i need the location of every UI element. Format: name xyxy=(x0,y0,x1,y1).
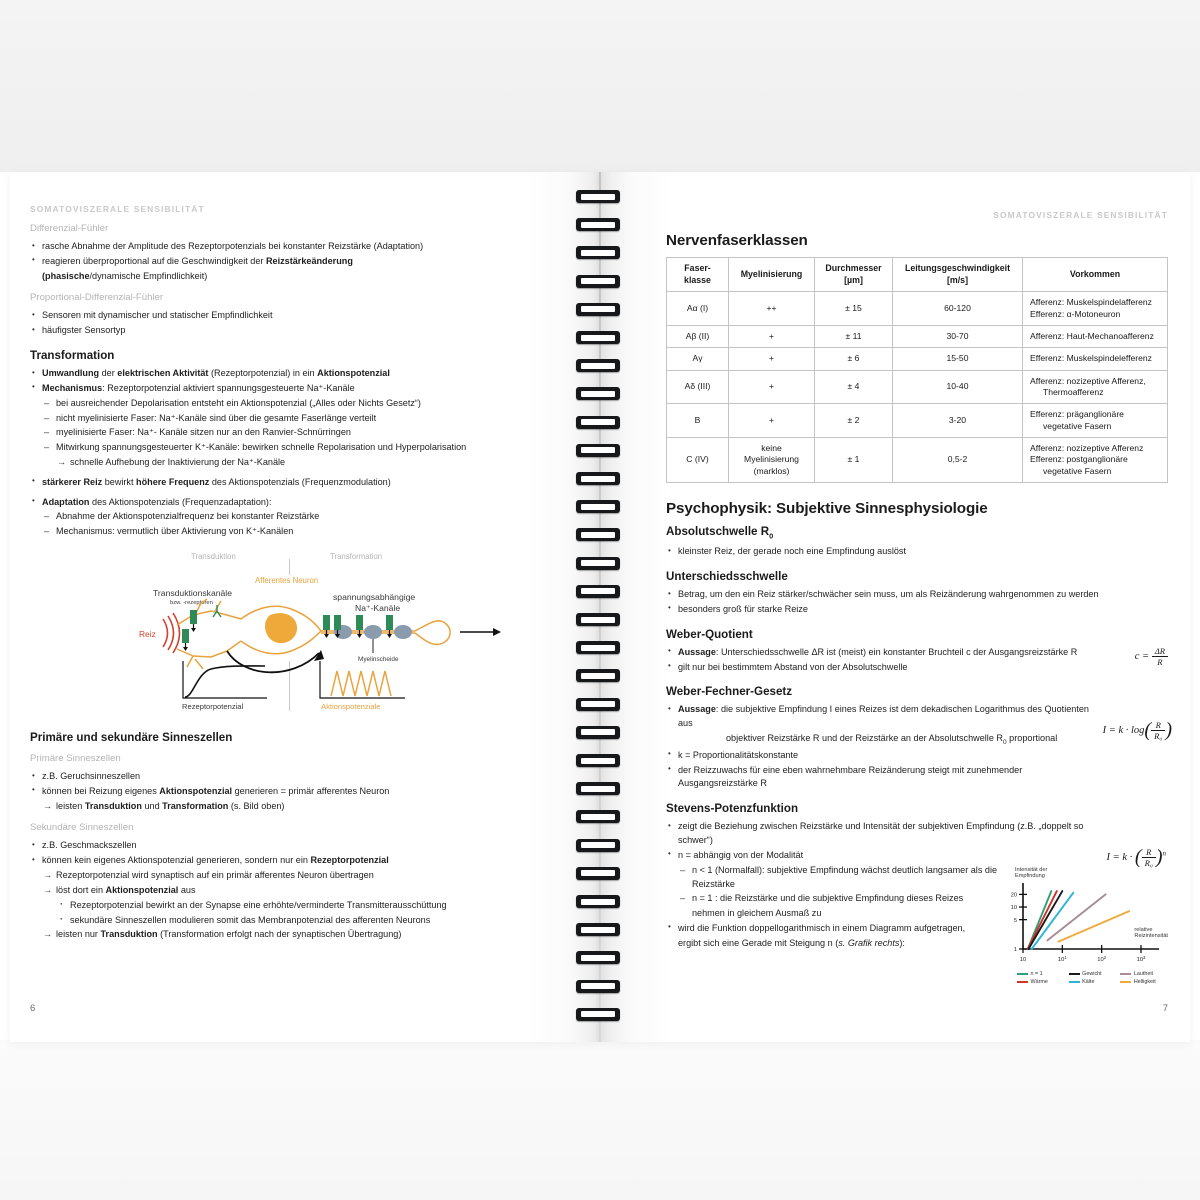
legend-item xyxy=(1120,979,1169,985)
cell-faserklasse: Aα (I) xyxy=(667,292,729,326)
chart-ytick-label: 20 xyxy=(1010,892,1017,899)
legend-label: Helligkeit xyxy=(1133,979,1156,985)
figure-label-transduktionskanaele: Transduktionskanäle xyxy=(153,588,232,598)
cell-myelinisierung: ++ xyxy=(729,292,815,326)
vorkommen-line: Afferenz: nozizeptive Afferenz, xyxy=(1030,375,1146,386)
figure-label-aktionspotenziale: Aktionspotenziale xyxy=(321,702,381,711)
spiral-ring xyxy=(576,190,620,203)
spiral-ring xyxy=(576,867,620,880)
cell-durchmesser: ± 6 xyxy=(815,348,893,370)
stevens-chart-svg xyxy=(1003,867,1168,987)
nervenfaserklassen-table xyxy=(666,257,1168,483)
heading-absolutschwelle: Absolutschwelle $R_0$ xyxy=(666,525,774,541)
table-header-cell: Vorkommen xyxy=(1023,258,1168,292)
heading-stevens-potenzfunktion: Stevens-Potenzfunktion xyxy=(666,802,799,816)
rezeptorpotenzial-miniplot xyxy=(183,661,267,698)
list-item: • reagieren überproportional auf die Geschwindigkeit der Reizstärkeänderung xyxy=(30,255,530,269)
list-item-continuation: objektiver Reizstärke R und der Reizstärke an der Absolutschwelle $R_0$ proportional xyxy=(726,733,1058,746)
list-item: • können kein eigenes Aktionspotenzial generieren, sondern nur ein Rezeptorpotenzial xyxy=(30,854,530,868)
figure-label-afferentes-neuron: Afferentes Neuron xyxy=(255,576,319,585)
chart-ytick-label: 1 xyxy=(1013,947,1017,954)
cell-vorkommen xyxy=(1023,370,1168,404)
chart-xtick-label: $10^3$ xyxy=(1136,954,1146,963)
list-item: • kleinster Reiz, der gerade noch eine Empfindung auslöst xyxy=(666,545,1168,559)
heading-nervenfaserklassen: Nervenfaserklassen xyxy=(666,232,808,249)
list-item: · Rezeptorpotenzial bewirkt an der Synapse eine erhöhte/verminderte Transmitterausschüttung xyxy=(30,899,530,913)
page-number-right: 7 xyxy=(1162,1003,1168,1014)
table-head xyxy=(667,258,1168,292)
page-right xyxy=(600,172,1190,1042)
list-item: – Mechanismus: vermutlich über Aktivierung von K⁺-Kanälen xyxy=(30,525,530,539)
legend-row xyxy=(1017,979,1169,985)
list-item-arrow: → schnelle Aufhebung der Inaktivierung der Na⁺-Kanäle xyxy=(30,456,530,470)
spiral-ring xyxy=(576,726,620,739)
spiral-ring xyxy=(576,416,620,429)
legend-item xyxy=(1069,971,1118,977)
page-left-content xyxy=(30,204,530,943)
chart-xtick-label: 10 xyxy=(1019,957,1027,963)
heading-sinneszellen: Primäre und sekundäre Sinneszellen xyxy=(30,731,233,744)
spiral-ring xyxy=(576,895,620,908)
myelin-segments xyxy=(334,625,412,639)
spiral-ring xyxy=(576,387,620,400)
list-item: • z.B. Geschmackszellen xyxy=(30,839,530,853)
legend-item xyxy=(1069,979,1118,985)
na-kanal-icons xyxy=(323,615,393,638)
table-header-cell: Leitungsgeschwindigkeit [m/s] xyxy=(893,258,1023,292)
list-transformation xyxy=(30,367,530,539)
running-head-left: SOMATOVISZERALE SENSIBILITÄT xyxy=(30,204,205,214)
vorkommen-line: vegetative Fasern xyxy=(1043,465,1112,476)
reiz-waves-icon xyxy=(163,613,180,653)
spiral-ring xyxy=(576,923,620,936)
list-item: • rasche Abnahme der Amplitude des Rezeptorpotenzials bei konstanter Reizstärke (Adaptation) xyxy=(30,240,530,254)
formula-stevens: I = k · ( $\frac{R}{\text{R₀}}$ )$^n$ xyxy=(1106,846,1166,869)
list-item: – Mitwirkung spannungsgesteuerter K⁺-Kanäle: bewirken schnelle Repolarisation und Hyperpolarisation xyxy=(30,441,530,455)
table-row xyxy=(667,437,1168,482)
heading-psychophysik: Psychophysik: Subjektive Sinnesphysiologie xyxy=(666,500,988,517)
cell-durchmesser: ± 4 xyxy=(815,370,893,404)
cell-leitungsgeschwindigkeit: 0,5-2 xyxy=(893,437,1023,482)
figure-label-spannungsabhaengige: spannungsabhängige xyxy=(333,592,416,602)
list-item: • besonders groß für starke Reize xyxy=(666,603,1168,617)
spiral-ring xyxy=(576,557,620,570)
list-weber-fechner xyxy=(666,703,1096,791)
list-item: • zeigt die Beziehung zwischen Reizstärke und Intensität der subjektiven Empfindung (z.B. „doppelt so schwer“) xyxy=(666,820,1096,848)
heading-proportional-differenzial-fuehler: Proportional-Differenzial-Fühler xyxy=(30,292,164,304)
list-item: • gilt nur bei bestimmtem Abstand von der Absolutschwelle xyxy=(666,661,1096,675)
nucleus-shape xyxy=(265,613,297,643)
spiral-ring xyxy=(576,951,620,964)
formula-weber-quotient: c = $\frac{\Delta R}{R}$ xyxy=(1135,646,1168,667)
chart-xtick-label: $10^1$ xyxy=(1057,954,1067,963)
spiral-ring xyxy=(576,613,620,626)
spiral-ring xyxy=(576,782,620,795)
cell-myelinisierung: + xyxy=(729,404,815,438)
heading-sekundaere-sinneszellen: Sekundäre Sinneszellen xyxy=(30,822,134,834)
vorkommen-line: Efferenz: postganglionäre xyxy=(1030,454,1128,465)
list-item: • Adaptation des Aktionspotenzials (Frequenzadaptation): xyxy=(30,496,530,510)
chart-xlabel: relative Reizintensität xyxy=(1134,927,1168,940)
vorkommen-line: Thermoafferenz xyxy=(1043,386,1104,397)
chart-ytick-label: 5 xyxy=(1013,917,1017,924)
vorkommen-line: Afferenz: Muskelspindelafferenz xyxy=(1030,297,1152,308)
aktionspotenziale-miniplot xyxy=(320,661,405,698)
figure-label-transduktion: Transduktion xyxy=(191,552,236,561)
list-item: • n = abhängig von der Modalität xyxy=(666,849,1096,863)
list-item-arrow: → Rezeptorpotenzial wird synaptisch auf ein primär afferentes Neuron übertragen xyxy=(30,869,530,883)
spiral-ring xyxy=(576,444,620,457)
list-unterschiedsschwelle xyxy=(666,588,1168,617)
table-row xyxy=(667,325,1168,347)
cell-vorkommen xyxy=(1023,437,1168,482)
page-right-content xyxy=(666,204,1172,952)
cell-leitungsgeschwindigkeit: 30-70 xyxy=(893,325,1023,347)
list-weber-quotient xyxy=(666,646,1096,675)
spiral-ring xyxy=(576,585,620,598)
cell-durchmesser: ± 15 xyxy=(815,292,893,326)
figure-label-transformation: Transformation xyxy=(330,552,383,561)
legend-swatch xyxy=(1017,981,1028,983)
chart-series-line xyxy=(1058,911,1129,942)
spiral-ring xyxy=(576,669,620,682)
legend-item xyxy=(1017,971,1066,977)
list-sekundaere-sinneszellen xyxy=(30,839,530,942)
heading-weber-fechner: Weber-Fechner-Gesetz xyxy=(666,685,793,699)
table-header-cell: Durchmesser [µm] xyxy=(815,258,893,292)
table-row xyxy=(667,348,1168,370)
cell-myelinisierung: + xyxy=(729,370,815,404)
figure-label-transduktionsrezeptoren: bzw. -rezeptoren xyxy=(170,600,213,606)
legend-swatch xyxy=(1120,981,1131,983)
spiral-ring xyxy=(576,218,620,231)
list-item: – Abnahme der Aktionspotenzialfrequenz bei konstanter Reizstärke xyxy=(30,510,530,524)
list-item-continuation: ergibt sich eine Gerade mit Steigung n (s. Grafik rechts): xyxy=(678,937,905,948)
spiral-ring xyxy=(576,275,620,288)
spiral-ring xyxy=(576,698,620,711)
list-item: • der Reizzuwachs für eine eben wahrnehmbare Reizänderung steigt mit zunehmender Ausgangsreizstärke R xyxy=(666,764,1096,792)
vorkommen-line: Afferenz: nozizeptive Afferenz xyxy=(1030,442,1144,453)
table-row xyxy=(667,404,1168,438)
list-absolutschwelle xyxy=(666,545,1168,559)
background-bottom xyxy=(0,1040,1200,1200)
list-item: • Mechanismus: Rezeptorpotenzial aktiviert spannungsgesteuerte Na⁺-Kanäle xyxy=(30,382,530,396)
list-item: • k = Proportionalitätskonstante xyxy=(666,749,1096,763)
neuron-transduktion-transformation-figure xyxy=(115,553,545,718)
open-book xyxy=(10,172,1190,1042)
heading-weber-quotient: Weber-Quotient xyxy=(666,627,753,641)
cell-faserklasse: B xyxy=(667,404,729,438)
cell-leitungsgeschwindigkeit: 3-20 xyxy=(893,404,1023,438)
output-arrow-head xyxy=(493,628,501,636)
list-item: · sekundäre Sinneszellen modulieren somit das Membranpotenzial des afferenten Neurons xyxy=(30,914,530,928)
legend-row xyxy=(1017,971,1169,977)
legend-label: Kälte xyxy=(1082,979,1095,985)
table-row xyxy=(667,370,1168,404)
legend-swatch xyxy=(1069,981,1080,983)
spiral-ring xyxy=(576,839,620,852)
spiral-ring xyxy=(576,980,620,993)
cell-vorkommen xyxy=(1023,292,1168,326)
page-number-left: 6 xyxy=(30,1003,36,1014)
list-item: – n < 1 (Normalfall): subjektive Empfindung wächst deutlich langsamer als die Reizstärke xyxy=(666,864,1018,892)
vorkommen-line: Efferenz: Muskelspindelefferenz xyxy=(1030,353,1152,364)
spiral-ring xyxy=(576,641,620,654)
list-item: • Betrag, um den ein Reiz stärker/schwächer sein muss, um als Reizänderung wahrgenommen zu werden xyxy=(666,588,1168,602)
list-item: – nicht myelinisierte Faser: Na⁺-Kanäle sind über die gesamte Faserlänge verteilt xyxy=(30,412,530,426)
neuron-diagram-svg xyxy=(115,553,545,718)
chart-ytick-label: 10 xyxy=(1010,905,1017,912)
cell-durchmesser: ± 11 xyxy=(815,325,893,347)
running-head-right: SOMATOVISZERALE SENSIBILITÄT xyxy=(993,210,1168,220)
cell-vorkommen xyxy=(1023,404,1168,438)
list-item-continuation: (phasische/dynamische Empfindlichkeit) xyxy=(42,270,208,281)
list-proportional-fuehler xyxy=(30,309,530,338)
figure-label-na-kanaele: Na⁺-Kanäle xyxy=(355,603,401,613)
heading-differenzial-fuehler: Differenzial-Fühler xyxy=(30,223,109,234)
cell-leitungsgeschwindigkeit: 15-50 xyxy=(893,348,1023,370)
spiral-ring xyxy=(576,528,620,541)
legend-label: Wärme xyxy=(1030,979,1048,985)
table-body xyxy=(667,292,1168,483)
spiral-ring xyxy=(576,331,620,344)
spiral-ring xyxy=(576,359,620,372)
vorkommen-line: Afferenz: Haut-Mechanoafferenz xyxy=(1030,330,1154,341)
heading-primaere-sinneszellen: Primäre Sinneszellen xyxy=(30,753,121,764)
chart-ylabel: Intensität der Empfindung xyxy=(1015,867,1048,880)
list-item: • stärkerer Reiz bewirkt höhere Frequenz des Aktionspotenzials (Frequenzmodulation) xyxy=(30,476,530,490)
spiral-ring xyxy=(576,472,620,485)
cell-faserklasse: Aδ (III) xyxy=(667,370,729,404)
spiral-ring xyxy=(576,246,620,259)
spiral-ring xyxy=(576,303,620,316)
list-item: • Umwandlung der elektrischen Aktivität (Rezeptorpotenzial) in ein Aktionspotenzial xyxy=(30,367,530,381)
table-row xyxy=(667,292,1168,326)
table-header-cell: Faser- klasse xyxy=(667,258,729,292)
heading-transformation: Transformation xyxy=(30,349,115,363)
list-differenzial-fuehler xyxy=(30,240,530,283)
cell-durchmesser: ± 1 xyxy=(815,437,893,482)
stevens-potenzfunktion-chart xyxy=(1003,867,1168,987)
list-item: • Sensoren mit dynamischer und statischer Empfindlichkeit xyxy=(30,309,530,323)
weber-quotient-block xyxy=(666,646,1168,675)
chart-legend xyxy=(1017,971,1169,987)
legend-item xyxy=(1120,971,1169,977)
spiral-ring xyxy=(576,810,620,823)
list-item: • Aussage: die subjektive Empfindung I eines Reizes ist dem dekadischen Logarithmus des Quotienten aus xyxy=(666,703,1096,731)
legend-label: Lautheit xyxy=(1133,971,1154,977)
list-item-continuation: nehmen in gleichem Ausmaß zu xyxy=(692,908,822,919)
formula-weber-fechner: I = k · log( $\frac{R}{\text{R₀}}$ ) xyxy=(1102,719,1172,742)
cell-leitungsgeschwindigkeit: 60-120 xyxy=(893,292,1023,326)
list-item: – bei ausreichender Depolarisation entsteht ein Aktionspotenzial („Alles oder Nichts Gesetz“) xyxy=(30,397,530,411)
spiral-ring xyxy=(576,754,620,767)
chart-xtick-label: $10^2$ xyxy=(1097,954,1107,963)
list-item-arrow: → löst dort ein Aktionspotenzial aus xyxy=(30,884,530,898)
cell-faserklasse: C (IV) xyxy=(667,437,729,482)
cell-myelinisierung: + xyxy=(729,325,815,347)
list-item: • z.B. Geruchsinneszellen xyxy=(30,770,530,784)
cell-faserklasse: Aγ xyxy=(667,348,729,370)
vorkommen-line: Efferenz: präganglionäre xyxy=(1030,409,1124,420)
legend-swatch xyxy=(1069,973,1080,975)
legend-label: n = 1 xyxy=(1030,971,1043,977)
cell-leitungsgeschwindigkeit: 10-40 xyxy=(893,370,1023,404)
legend-swatch xyxy=(1017,973,1028,975)
cell-durchmesser: ± 2 xyxy=(815,404,893,438)
spiral-binding xyxy=(576,172,628,1042)
legend-label: Gewicht xyxy=(1082,971,1102,977)
list-item: • wird die Funktion doppellogarithmisch in einem Diagramm aufgetragen, xyxy=(666,922,996,936)
spiral-ring xyxy=(576,500,620,513)
cell-vorkommen xyxy=(1023,348,1168,370)
legend-swatch xyxy=(1120,973,1131,975)
background-top xyxy=(0,0,1200,172)
vorkommen-line: vegetative Fasern xyxy=(1043,420,1112,431)
spiral-ring xyxy=(576,1008,620,1021)
list-primaere-sinneszellen xyxy=(30,770,530,813)
legend-item xyxy=(1017,979,1066,985)
weber-fechner-block xyxy=(666,703,1172,791)
figure-label-reiz: Reiz xyxy=(139,629,156,639)
list-item: • Aussage: Unterschiedsschwelle ΔR ist (meist) ein konstanter Bruchteil c der Ausgangsreizstärke R xyxy=(666,646,1096,660)
cell-myelinisierung: + xyxy=(729,348,815,370)
figure-label-rezeptorpotenzial: Rezeptorpotenzial xyxy=(182,702,244,711)
list-item-arrow: → leisten nur Transduktion (Transformation erfolgt nach der synaptischen Übertragung) xyxy=(30,928,530,942)
cell-faserklasse: Aβ (II) xyxy=(667,325,729,347)
vorkommen-line: Efferenz: α-Motoneuron xyxy=(1030,308,1121,319)
list-item: – n = 1 : die Reizstärke und die subjektive Empfindung dieses Reizes xyxy=(666,892,1006,906)
table-header-row xyxy=(667,258,1168,292)
list-item-arrow: → leisten Transduktion und Transformation (s. Bild oben) xyxy=(30,800,530,814)
chart-series-line xyxy=(1029,891,1063,949)
list-item: – myelinisierte Faser: Na⁺- Kanäle sitzen nur an den Ranvier-Schnürringen xyxy=(30,426,530,440)
table-header-cell: Myelinisierung xyxy=(729,258,815,292)
cell-vorkommen xyxy=(1023,325,1168,347)
list-item: • häufigster Sensortyp xyxy=(30,324,530,338)
page-left xyxy=(10,172,600,1042)
figure-label-myelinscheide: Myelinscheide xyxy=(358,656,399,663)
heading-unterschiedsschwelle: Unterschiedsschwelle xyxy=(666,570,788,584)
cell-myelinisierung: keine Myelinisierung (marklos) xyxy=(729,437,815,482)
list-item: • können bei Reizung eigenes Aktionspotenzial generieren = primär afferentes Neuron xyxy=(30,785,530,799)
